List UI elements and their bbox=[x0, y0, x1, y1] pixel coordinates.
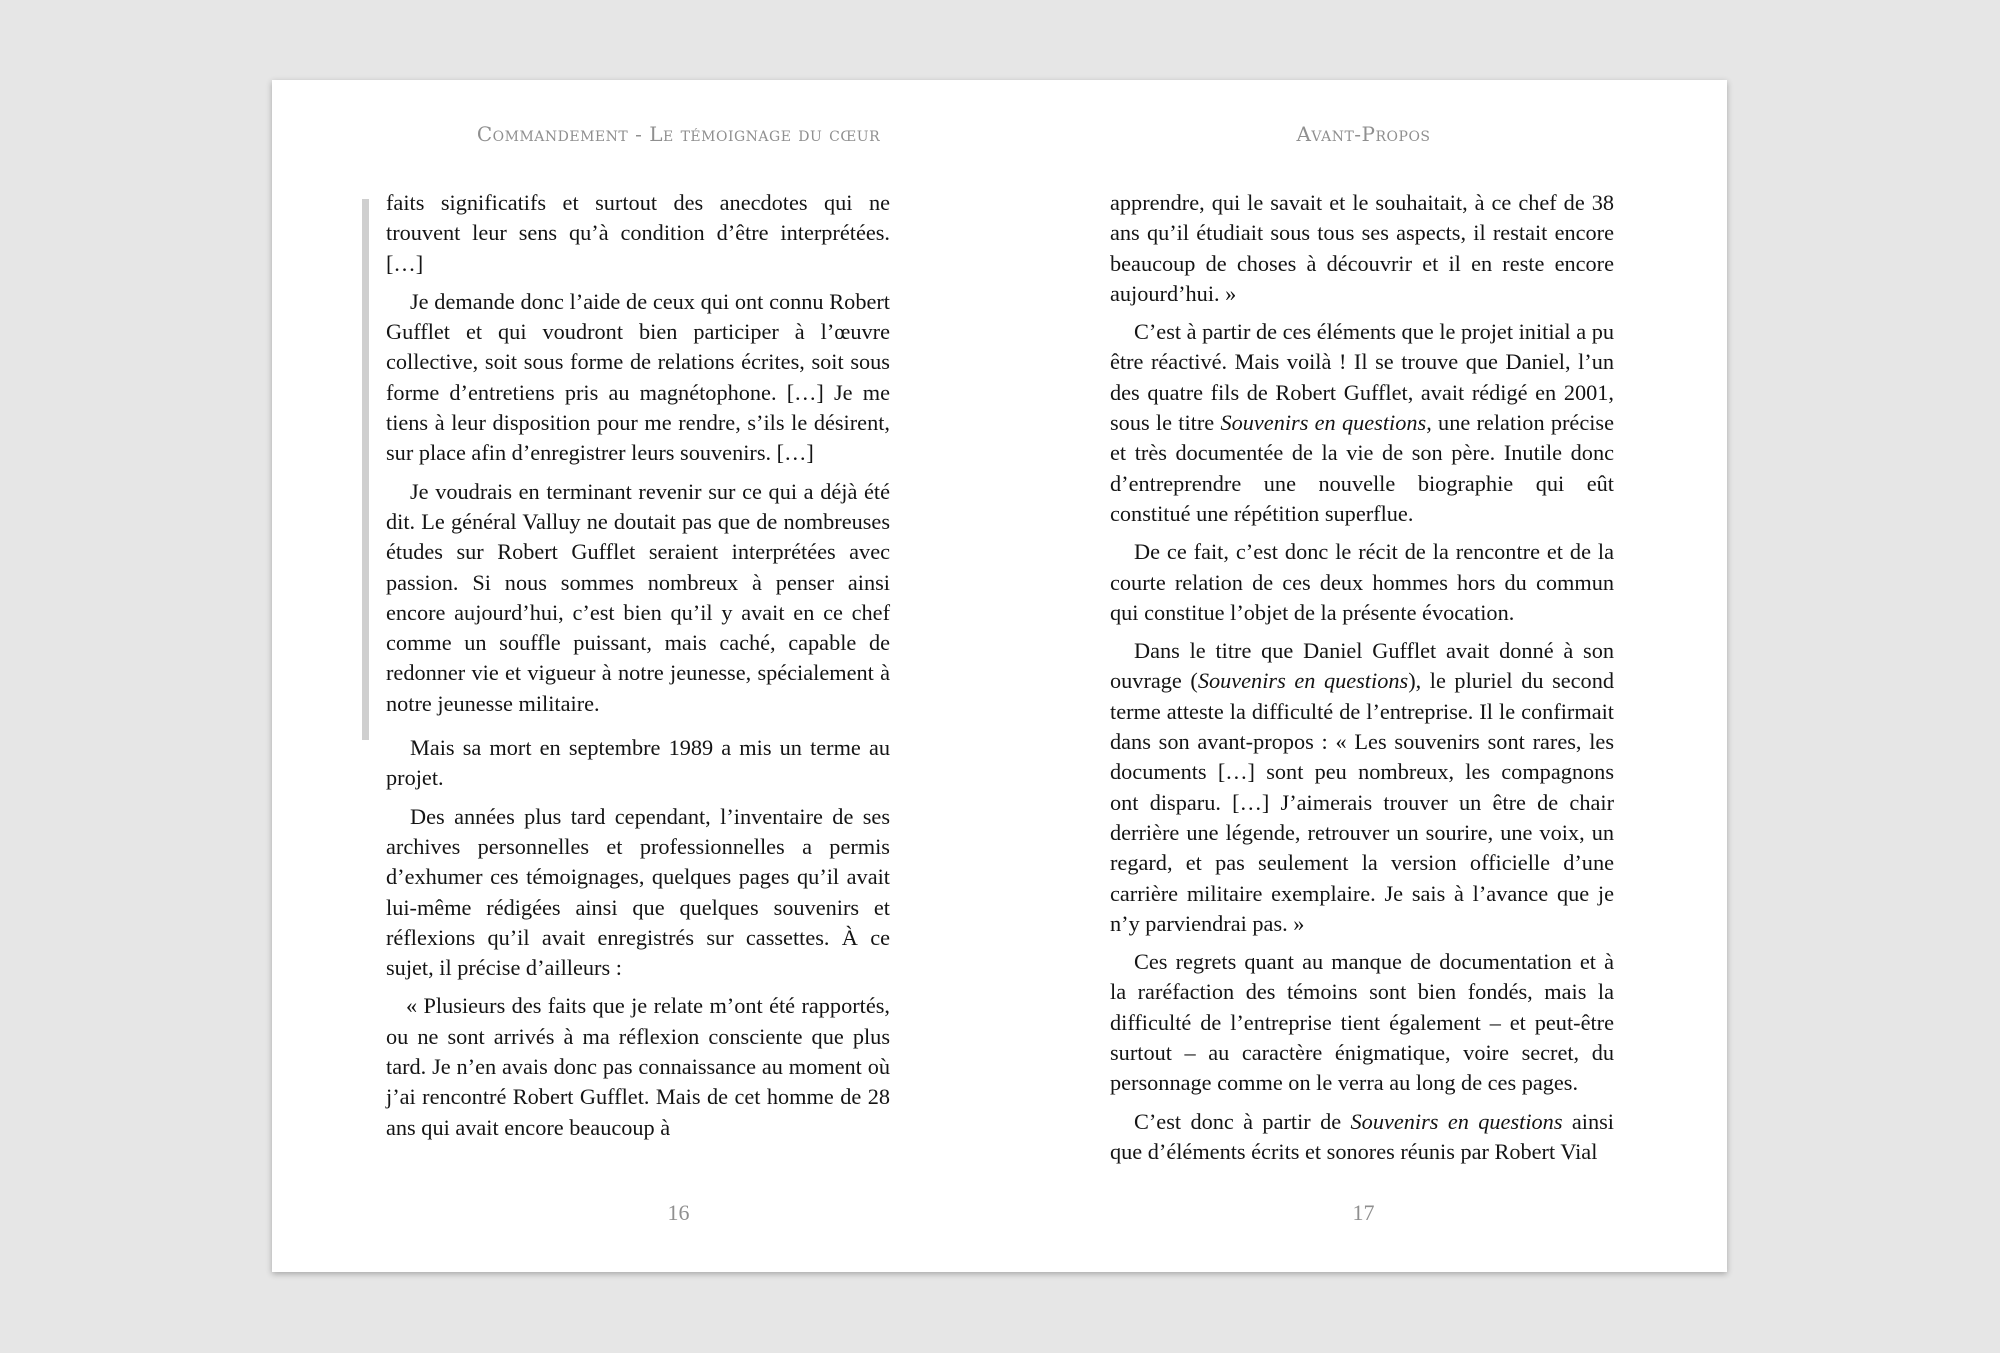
paragraph bbox=[1110, 636, 1614, 939]
paragraph: Mais sa mort en septembre 1989 a mis un terme au projet. bbox=[386, 735, 890, 791]
paragraph: De ce fait, c’est donc le récit de la rencontre et de la courte relation de ces deux hommes hors du commun qui constitue l’objet de la présente évocation. bbox=[1110, 539, 1614, 625]
paragraph: faits significatifs et surtout des anecdotes qui ne trouvent leur sens qu’à condition d’être interprétées. […] bbox=[386, 190, 890, 276]
right-page-text bbox=[1110, 188, 1614, 1175]
book-title: Souvenirs en questions bbox=[1220, 410, 1427, 436]
paragraph bbox=[1110, 317, 1614, 529]
text-run: ), le pluriel du second terme atteste la difficulté de l’entreprise. Il le confirmait dans son avant-propos : « Les souvenirs sont rares, les documents […] sont peu nombreux, les compagnons ont disparu. […] J’aimerais trouver un être de chair derrière une légende, retrouver un sourire, une voix, un regard, et pas seulement la version officielle d’une carrière militaire exemplaire. Je sais à l’avance que je n’y parviendrai pas. » bbox=[1110, 668, 1614, 936]
text-run: Dans le titre que Daniel Gufflet avait donné à son ouvrage ( bbox=[1110, 638, 1614, 694]
quotation-bar bbox=[362, 199, 369, 740]
paragraph: Des années plus tard cependant, l’inventaire de ses archives personnelles et professionnelles a permis d’exhumer ces témoignages, quelques pages qu’il avait lui-même rédigées ainsi que quelques souvenirs et réflexions qu’il avait enregistrés sur cassettes. À ce sujet, il précise d’ailleurs : bbox=[386, 803, 890, 981]
left-page bbox=[272, 80, 999, 1272]
book-spread bbox=[272, 80, 1727, 1272]
text-run: ainsi que d’éléments écrits et sonores réunis par Robert Vial bbox=[1110, 1108, 1614, 1164]
quotation-paragraph: « Plusieurs des faits que je relate m’ont été rapportés, ou ne sont arrivés à ma réflexion consciente que plus tard. Je n’en avais donc pas connaissance au moment où j’ai rencontré Robert Gufflet. Mais de cet homme de 28 ans qui avait encore beaucoup à bbox=[386, 993, 890, 1140]
page-number-left: 16 bbox=[667, 1200, 690, 1225]
left-page-text bbox=[386, 188, 890, 1151]
text-run: , une relation précise et très documentée de la vie de son père. Inutile donc d’entreprendre une nouvelle biographie qui eût constitué une répétition superflue. bbox=[1110, 410, 1614, 526]
paragraph: Je voudrais en terminant revenir sur ce qui a déjà été dit. Le général Valluy ne doutait pas que de nombreuses études sur Robert Gufflet seraient interprétées avec passion. Si nous sommes nombreux à penser ainsi encore aujourd’hui, c’est bien qu’il y avait en ce chef comme un souffle puissant, mais caché, capable de redonner vie et vigueur à notre jeunesse, spécialement à notre jeunesse militaire. bbox=[386, 478, 890, 716]
paragraph bbox=[1110, 1107, 1614, 1168]
paragraph: Je demande donc l’aide de ceux qui ont connu Robert Gufflet et qui voudront bien participer à l’œuvre collective, soit sous forme de relations écrites, soit sous forme d’entretiens pris au magnétophone. […] Je me tiens à leur disposition pour me rendre, s’ils le désirent, sur place afin d’enregistrer leurs souvenirs. […] bbox=[386, 288, 890, 466]
paragraph: apprendre, qui le savait et le souhaitait, à ce chef de 38 ans qu’il étudiait sous tous ses aspects, il restait encore beaucoup de choses à découvrir et il en reste encore aujourd’hui. » bbox=[1110, 190, 1614, 306]
running-head-right: Avant-Propos bbox=[1296, 122, 1431, 146]
book-title: Souvenirs en questions bbox=[1197, 668, 1409, 694]
book-title: Souvenirs en questions bbox=[1350, 1108, 1563, 1134]
paragraph: Ces regrets quant au manque de documentation et à la raréfaction des témoins sont bien fondés, mais la difficulté de l’entreprise tient également – et peut-être surtout – au caractère énigmatique, voire secret, du personnage comme on le verra au long de ces pages. bbox=[1110, 949, 1614, 1096]
page-number-right: 17 bbox=[1352, 1200, 1375, 1225]
right-page bbox=[1000, 80, 1727, 1272]
running-head-left: Commandement - Le témoignage du cœur bbox=[476, 122, 881, 146]
text-run: C’est donc à partir de bbox=[1134, 1108, 1351, 1134]
text-run: C’est à partir de ces éléments que le projet initial a pu être réactivé. Mais voilà ! Il se trouve que Daniel, l’un des quatre fils de Robert Gufflet, avait rédigé en 2001, sous le titre bbox=[1110, 319, 1614, 436]
